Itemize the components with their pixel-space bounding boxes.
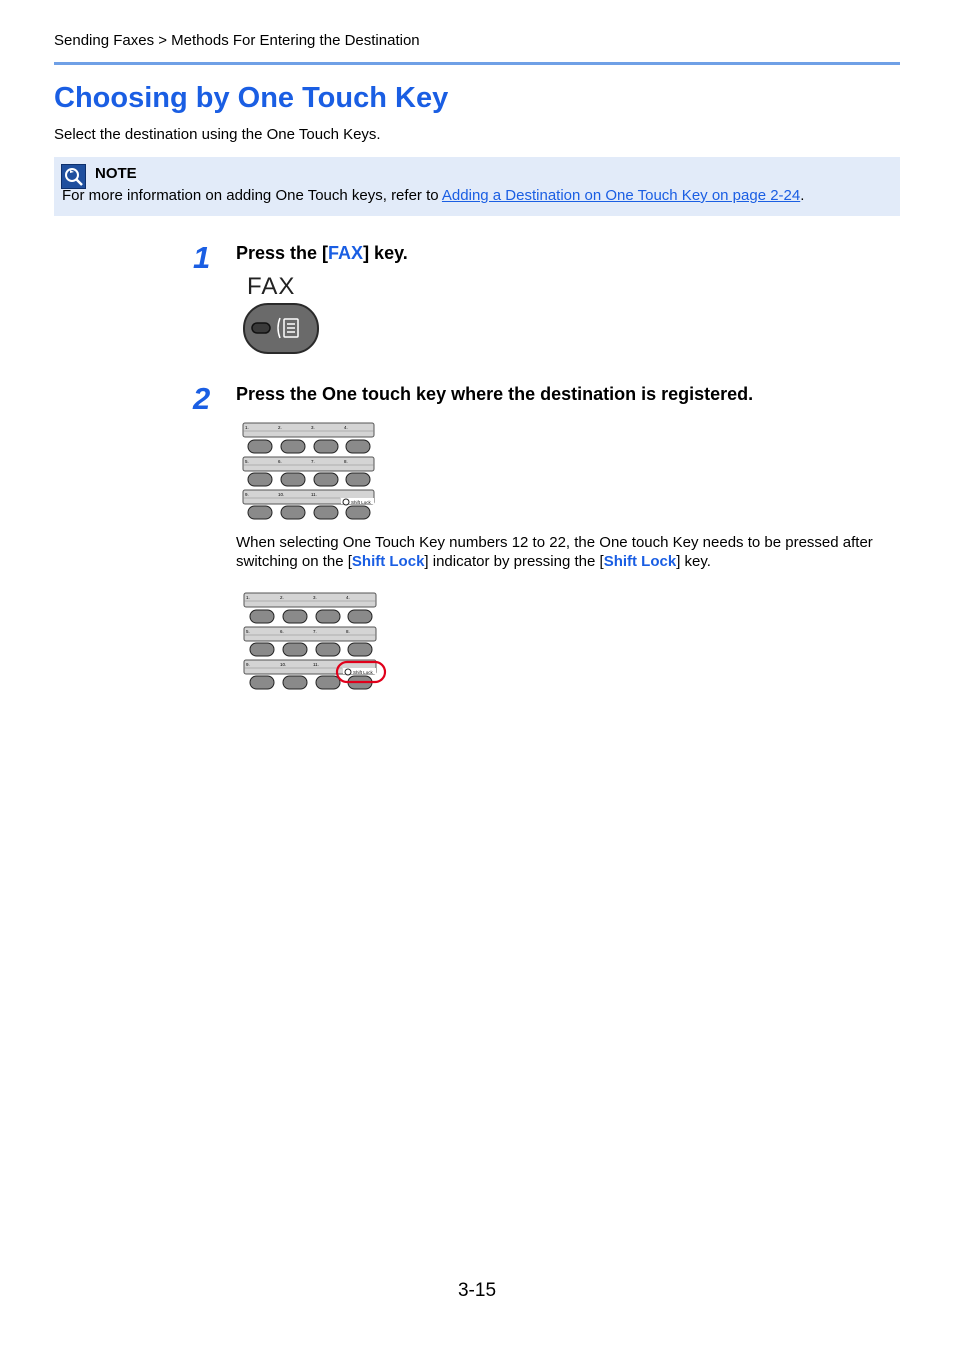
explanation-key-2: Shift Lock — [603, 553, 677, 570]
keypad-label: 1. — [245, 425, 249, 430]
note-text-end: . — [800, 187, 805, 204]
explanation-part-2: ] indicator by pressing the [ — [424, 553, 604, 570]
keypad-label: 10. — [280, 662, 287, 667]
keypad-label: 9. — [246, 662, 250, 667]
keypad-label: 7. — [311, 459, 315, 464]
breadcrumb: Sending Faxes > Methods For Entering the Destination — [54, 32, 420, 49]
keypad-row-2 — [243, 457, 374, 486]
explanation-part-1: When selecting One Touch Key numbers 12 to 22, the One touch Key needs to be pressed after switching on the [ — [236, 534, 873, 570]
shift-lock-label: Shift Lock — [351, 500, 371, 505]
keypad-label: 11. — [311, 492, 317, 497]
one-touch-keypad — [242, 421, 378, 523]
keypad-label: 6. — [280, 629, 284, 634]
keypad-label: 6. — [278, 459, 282, 464]
fax-key-illustration — [242, 302, 322, 356]
keypad-label: 5. — [246, 629, 250, 634]
keypad-row-2 — [244, 627, 376, 656]
keypad-label: 3. — [313, 595, 317, 600]
keypad-label: 11. — [313, 662, 319, 667]
header-rule — [54, 62, 900, 65]
keypad-label: 7. — [313, 629, 317, 634]
keypad-label: 8. — [344, 459, 348, 464]
shift-lock-explanation — [236, 533, 900, 571]
one-touch-keypad-shift-highlight — [243, 591, 389, 693]
keypad-row-3 — [244, 660, 376, 689]
note-link[interactable]: Adding a Destination on One Touch Key on page 2-24 — [441, 187, 801, 204]
keypad-label: 8. — [346, 629, 350, 634]
keypad-label: 2. — [278, 425, 282, 430]
step-2-number: 2 — [193, 381, 211, 416]
keypad-row-3 — [243, 490, 374, 519]
explanation-key-1: Shift Lock — [351, 553, 425, 570]
note-text — [62, 187, 804, 204]
step-1-number: 1 — [193, 240, 211, 275]
intro-text: Select the destination using the One Touch Keys. — [54, 126, 381, 143]
page-number: 3-15 — [457, 1280, 497, 1301]
keypad-row-1 — [243, 423, 374, 453]
step-1-lead: Press the [ — [236, 243, 329, 263]
keypad-label: 9. — [245, 492, 249, 497]
keypad-label: 5. — [245, 459, 249, 464]
keypad-label: 2. — [280, 595, 284, 600]
step-1-end: ] key. — [363, 243, 408, 263]
step-1-key: FAX — [328, 243, 364, 263]
keypad-label: 1. — [246, 595, 250, 600]
keypad-label: 4. — [346, 595, 350, 600]
step-2-text: Press the One touch key where the destination is registered. — [236, 384, 754, 404]
keypad-row-1 — [244, 593, 376, 623]
note-text-lead: For more information on adding One Touch keys, refer to — [62, 187, 442, 204]
step-1-text — [236, 243, 408, 264]
note-label: NOTE — [95, 165, 137, 182]
keypad-label: 3. — [311, 425, 315, 430]
shift-lock-label: Shift Lock — [353, 670, 373, 675]
explanation-part-3: ] key. — [676, 553, 711, 570]
note-icon — [61, 164, 86, 189]
page-title: Choosing by One Touch Key — [54, 82, 449, 114]
keypad-label: 4. — [344, 425, 348, 430]
fax-key-label: FAX — [247, 273, 296, 300]
keypad-label: 10. — [278, 492, 285, 497]
